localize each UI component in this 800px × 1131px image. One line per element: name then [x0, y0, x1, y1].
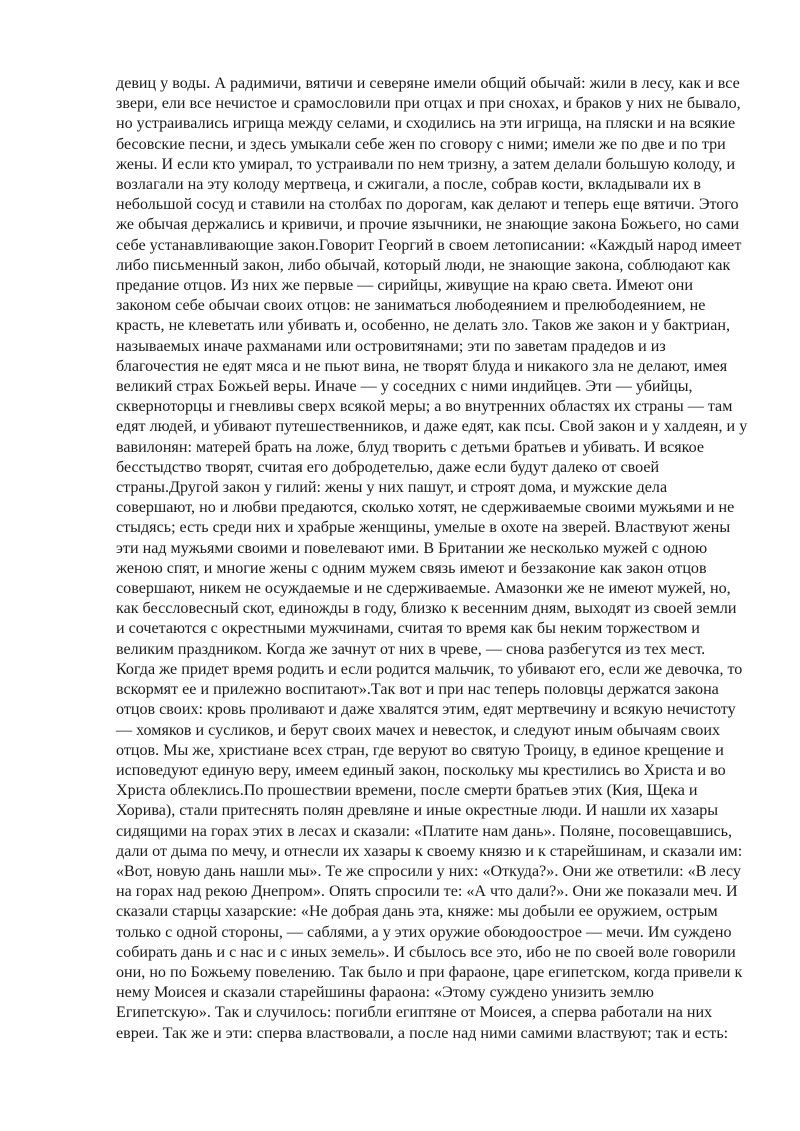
body-text: девиц у воды. А радимичи, вятичи и северяне имели общий обычай: жили в лесу, как и все звери, ели все нечистое и срамословили при отцах и при снохах, и браков у них не бывало, но устраивались игрища между селами, и сходились на эти игрища, на пляски и на всякие бесовские песни, и здесь умыкали себе жен по сговору с ними; имели же по две и по три жены. И если кто умирал, то устраивали по нем тризну, а затем делали большую колоду, и возлагали на эту колоду мертвеца, и сжигали, а после, собрав кости, вкладывали их в небольшой сосуд и ставили на столбах по дорогам, как делают и теперь еще вятичи. Этого же обычая держались и кривичи, и прочие язычники, не знающие закона Божьего, но сами себе устанавливающие закон.Говорит Георгий в своем летописании: «Каждый народ имеет либо письменный закон, либо обычай, который люди, не знающие закона, соблюдают как предание отцов. Из них же первые — сирийцы, живущие на краю света. Имеют они законом себе обычаи своих отцов: не заниматься любодеянием и прелюбодеянием, не красть, не клеветать или убивать и, особенно, не делать зло. Таков же закон и у бактриан, называемых иначе рахманами или островитянами; эти по заветам прадедов и из благочестия не едят мяса и не пьют вина, не творят блуда и никакого зла не делают, имея великий страх Божьей веры. Иначе — у соседних с ними индийцев. Эти — убийцы, скверноторцы и гневливы сверх всякой меры; а во внутренних областях их страны — там едят людей, и убивают путешественников, и даже едят, как псы. Свой закон и у халдеян, и у вавилонян: матерей брать на ложе, блуд творить с детьми братьев и убивать. И всякое бесстыдство творят, считая его добродетелью, даже если будут далеко от своей страны.Другой закон у гилий: жены у них пашут, и строят дома, и мужские дела совершают, но и любви предаются, сколько хотят, не сдерживаемые своими мужьями и не стыдясь; есть среди них и храбрые женщины, умелые в охоте на зверей. Властвуют жены эти над мужьями своими и повелевают ими. В Британии же несколько мужей с одною женою спят, и многие жены с одним мужем связь имеют и беззаконие как закон отцов совершают, никем не осуждаемые и не сдерживаемые. Амазонки же не имеют мужей, но, как бессловесный скот, единожды в году, близко к весенним дням, выходят из своей земли и сочетаются с окрестными мужчинами, считая то время как бы неким торжеством и великим праздником. Когда же зачнут от них в чреве, — снова разбегутся из тех мест. Когда же придет время родить и если родится мальчик, то убивают его, если же девочка, то вскормят ее и прилежно воспитают».Так вот и при нас теперь половцы держатся закона отцов своих: кровь проливают и даже хвалятся этим, едят мертвечину и всякую нечистоту — хомяков и сусликов, и берут своих мачех и невесток, и следуют иным обычаям своих отцов. Мы же, христиане всех стран, где веруют во святую Троицу, в единое крещение и исповедуют единую веру, имеем единый закон, поскольку мы крестились во Христа и во Христа облеклись.По прошествии времени, после смерти братьев этих (Кия, Щека и Хорива), стали притеснять полян древляне и иные окрестные люди. И нашли их хазары сидящими на горах этих в лесах и сказали: «Платите нам дань». Поляне, посовещавшись, дали от дыма по мечу, и отнесли их хазары к своему князю и к старейшинам, и сказали им: «Вот, новую дань нашли мы». Те же спросили у них: «Откуда?». Они же ответили: «В лесу на горах над рекою Днепром». Опять спросили те: «А что дали?». Они же показали меч. И сказали старцы хазарские: «Не добрая дань эта, княже: мы добыли ее оружием, острым только с одной стороны, — саблями, а у этих оружие обоюдоострое — мечи. Им суждено собирать дань и с нас и с иных земель». И сбылось все это, ибо не по своей воле говорили они, но по Божьему повелению. Так было и при фараоне, царе египетском, когда привели к нему Моисея и сказали старейшины фараона: «Этому суждено унизить землю Египетскую». Так и случилось: погибли египтяне от Моисея, а сперва работали на них евреи. Так же и эти: сперва властвовали, а после над ними самими властвуют; так и есть: [116, 75, 748, 1042]
